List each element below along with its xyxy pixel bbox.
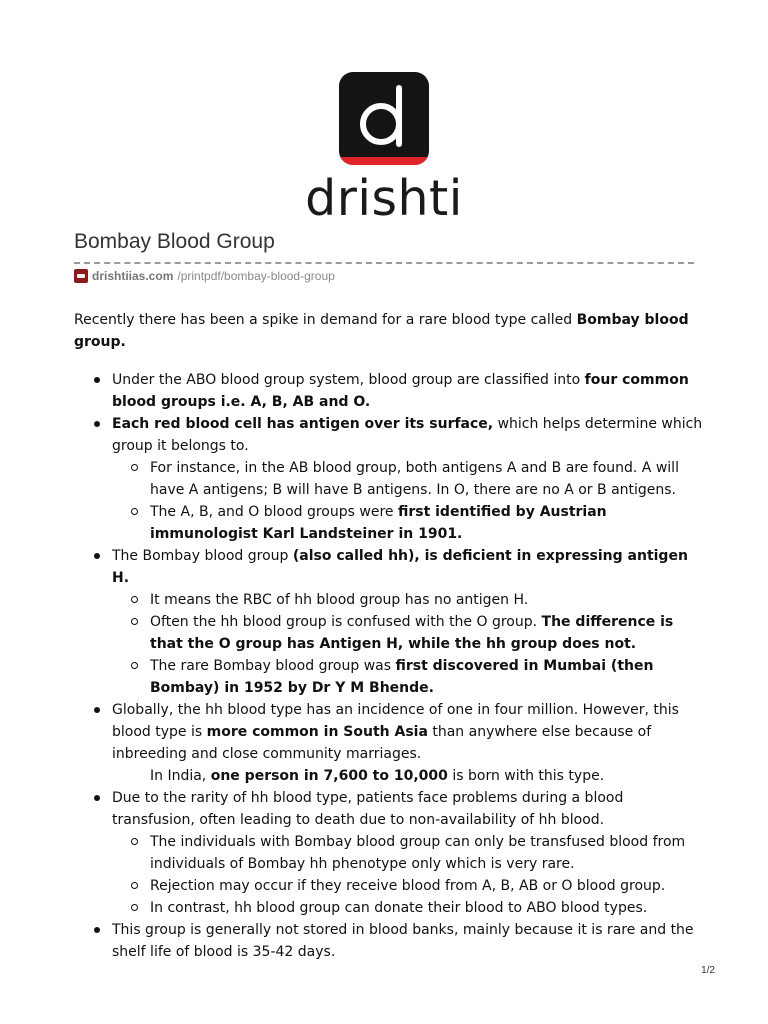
article-body bbox=[74, 309, 704, 963]
list-item: The Bombay blood group (also called hh), is deficient in expressing antigen H. It means the RBC of hh blood group has no antigen H. Often the hh blood group is confused with the O group. The difference is that the O group has Antigen H, while the hh group does not. The rare Bombay blood group was first discovered in Mumbai (then Bombay) in 1952 by Dr Y M Bhende. bbox=[112, 545, 704, 699]
india-note: In India, one person in 7,600 to 10,000 is born with this type. bbox=[150, 768, 605, 784]
page-number: 1/2 bbox=[701, 965, 715, 976]
main-bullet-list bbox=[74, 369, 704, 963]
list-item: Under the ABO blood group system, blood group are classified into four common blood groups i.e. A, B, AB and O. bbox=[112, 369, 704, 413]
source-path[interactable]: /printpdf/bombay-blood-group bbox=[177, 269, 335, 283]
sub-bullet-list bbox=[112, 589, 704, 699]
title-divider bbox=[74, 262, 694, 264]
source-link[interactable] bbox=[74, 269, 335, 283]
list-item: The individuals with Bombay blood group can only be transfused blood from individuals of Bombay hh phenotype only which is very rare. bbox=[150, 831, 704, 875]
list-item: Due to the rarity of hh blood type, patients face problems during a blood transfusion, often leading to death due to non-availability of hh blood. The individuals with Bombay blood group can only be transfused blood from individuals of Bombay hh phenotype only which is very rare. Rejection may occur if they receive blood from A, B, AB or O blood group. In contrast, hh blood group can donate their blood to ABO blood types. bbox=[112, 787, 704, 919]
page-title: Bombay Blood Group bbox=[74, 230, 275, 253]
list-item: Rejection may occur if they receive blood from A, B, AB or O blood group. bbox=[150, 875, 704, 897]
site-favicon-icon bbox=[74, 269, 88, 283]
list-item: For instance, in the AB blood group, both antigens A and B are found. A will have A antigens; B will have B antigens. In O, there are no A or B antigens. bbox=[150, 457, 704, 501]
drishti-logo bbox=[0, 72, 768, 227]
list-item: The rare Bombay blood group was first discovered in Mumbai (then Bombay) in 1952 by Dr Y M Bhende. bbox=[150, 655, 704, 699]
list-item: In contrast, hh blood group can donate their blood to ABO blood types. bbox=[150, 897, 704, 919]
logo-icon bbox=[339, 72, 429, 165]
list-item: Globally, the hh blood type has an incidence of one in four million. However, this blood type is more common in South Asia than anywhere else because of inbreeding and close community marriages. In India, one person in 7,600 to 10,000 is born with this type. bbox=[112, 699, 704, 787]
sub-bullet-list bbox=[112, 457, 704, 545]
intro-paragraph: Recently there has been a spike in demand for a rare blood type called Bombay blood group. bbox=[74, 312, 689, 350]
list-item: It means the RBC of hh blood group has no antigen H. bbox=[150, 589, 704, 611]
list-item: This group is generally not stored in blood banks, mainly because it is rare and the shelf life of blood is 35-42 days. bbox=[112, 919, 704, 963]
sub-bullet-list bbox=[112, 831, 704, 919]
list-item: Often the hh blood group is confused with the O group. The difference is that the O group has Antigen H, while the hh group does not. bbox=[150, 611, 704, 655]
list-item: The A, B, and O blood groups were first identified by Austrian immunologist Karl Landsteiner in 1901. bbox=[150, 501, 704, 545]
source-domain[interactable]: drishtiias.com bbox=[92, 269, 174, 283]
logo-accent-bar bbox=[339, 157, 429, 165]
list-item: Each red blood cell has antigen over its surface, which helps determine which group it belongs to. For instance, in the AB blood group, both antigens A and B are found. A will have A antigens; B will have B antigens. In O, there are no A or B antigens. The A, B, and O blood groups were first identified by Austrian immunologist Karl Landsteiner in 1901. bbox=[112, 413, 704, 545]
logo-wordmark: drishti bbox=[305, 170, 463, 227]
